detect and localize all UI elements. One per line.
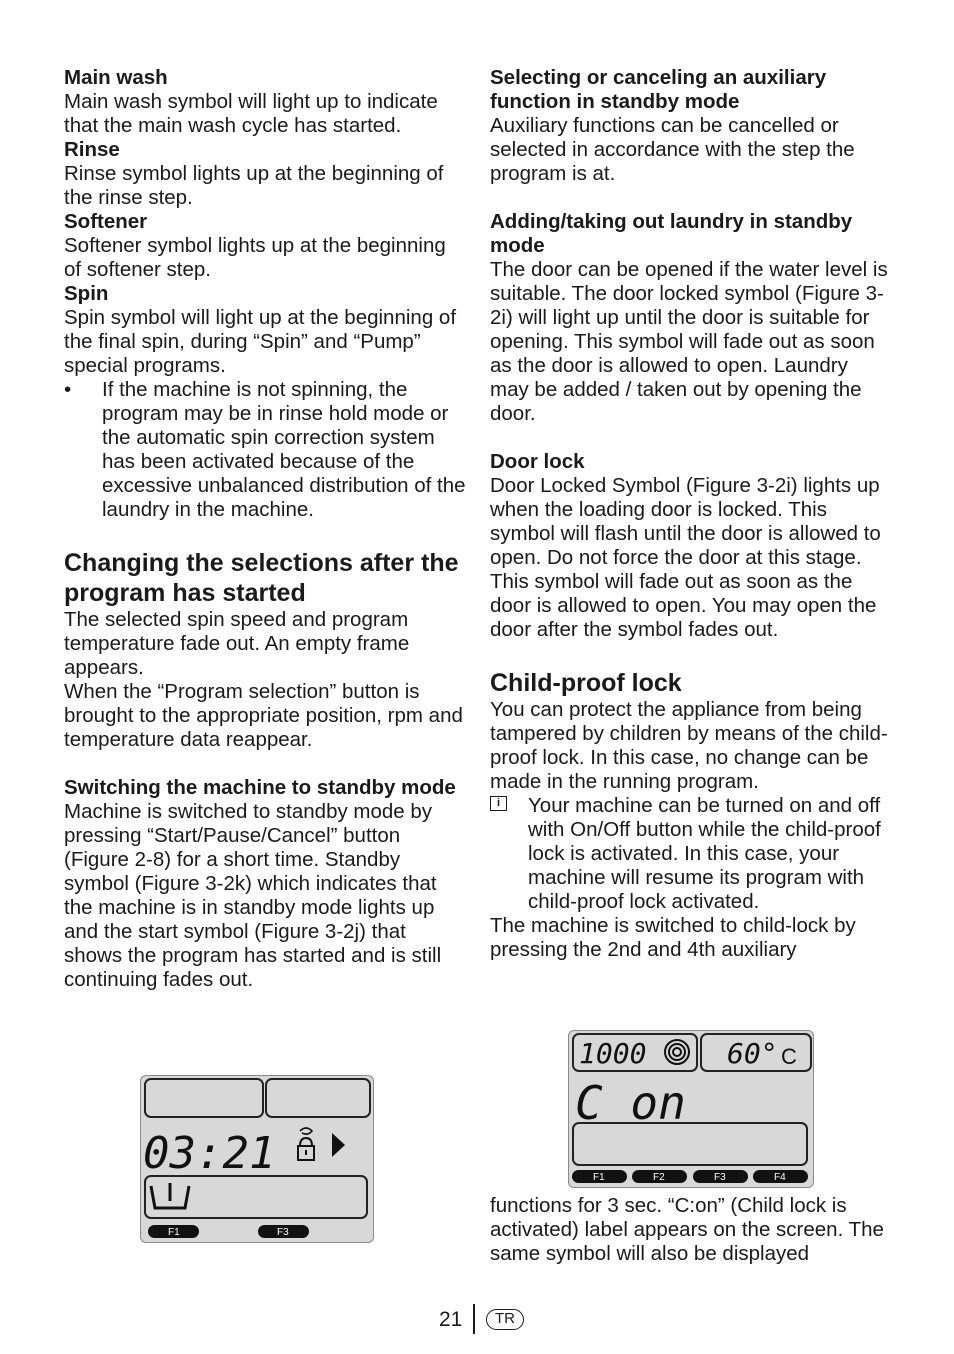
standby-display-figure bbox=[140, 1075, 374, 1243]
symbol-frame bbox=[145, 1176, 367, 1218]
rinse-heading: Rinse bbox=[64, 138, 120, 161]
main-wash-heading: Main wash bbox=[64, 66, 168, 89]
door-lock-heading: Door lock bbox=[490, 450, 585, 473]
empty-frame-right bbox=[266, 1079, 370, 1117]
spin-bullet-text: If the machine is not spinning, the program may be in rinse hold mode or the automatic spin correction system has been activated because of the excessive unbalanced distribution of the laundry in the machine. bbox=[102, 378, 466, 521]
child-lock-note-text: Your machine can be turned on and off with On/Off button while the child-proof lock is activated. In this case, your machine will resume its program with child-proof lock activated. bbox=[528, 794, 881, 913]
standby-time-readout: 03:21 bbox=[143, 1128, 276, 1179]
info-note-icon: i bbox=[490, 796, 507, 811]
child-lock-heading: Child-proof lock bbox=[490, 669, 682, 697]
f2-label: F2 bbox=[653, 1172, 665, 1183]
right-column bbox=[490, 66, 892, 962]
softener-text: Softener symbol lights up at the beginning of softener step. bbox=[64, 234, 446, 281]
main-wash-icon bbox=[151, 1183, 189, 1208]
page-footer bbox=[0, 1304, 954, 1336]
f4-label: F4 bbox=[774, 1172, 786, 1183]
temperature-readout: 60° bbox=[727, 1037, 778, 1070]
child-lock-note bbox=[490, 794, 892, 914]
spin-spiral-icon bbox=[665, 1040, 689, 1064]
changing-selections-text-2: When the “Program selection” button is brought to the appropriate position, rpm and temperature data reappear. bbox=[64, 680, 463, 751]
spin-text: Spin symbol will light up at the beginning of the final spin, during “Spin” and “Pump” special programs. bbox=[64, 306, 457, 377]
f3-label: F3 bbox=[714, 1172, 726, 1183]
door-lock-text: Door Locked Symbol (Figure 3-2i) lights up when the loading door is locked. This symbol will flash until the door is allowed to open. Do not force the door at this stage. This symbol will fade out as soon as the door is allowed to open. You may open the door after the symbol fades out. bbox=[490, 474, 881, 641]
page-number: 21 bbox=[439, 1308, 463, 1331]
left-column bbox=[64, 66, 466, 992]
start-play-icon bbox=[332, 1133, 345, 1157]
f1-label: F1 bbox=[593, 1172, 605, 1183]
softener-heading: Softener bbox=[64, 210, 148, 233]
child-lock-text: You can protect the appliance from being tampered by children by means of the child-proof lock. In this case, no change can be made in the running program. bbox=[490, 698, 888, 793]
standby-heading: Switching the machine to standby mode bbox=[64, 776, 456, 799]
rpm-readout: 1000 bbox=[579, 1037, 647, 1070]
rinse-text: Rinse symbol lights up at the beginning of the rinse step. bbox=[64, 162, 444, 209]
spin-bullet-item bbox=[64, 378, 466, 522]
footer-divider bbox=[473, 1304, 475, 1334]
standby-text: Machine is switched to standby mode by pressing “Start/Pause/Cancel” button (Figure 2-8) for a short time. Standby symbol (Figure 3-2k) which indicates that the machine is in standby mode lights up and the start symbol (Figure 3-2j) that shows the program has started and is still continuing fades out. bbox=[64, 800, 442, 991]
child-lock-text-2: The machine is switched to child-lock by pressing the 2nd and 4th auxiliary bbox=[490, 914, 856, 961]
main-wash-text: Main wash symbol will light up to indicate that the main wash cycle has started. bbox=[64, 90, 438, 137]
child-lock-message: C on bbox=[575, 1076, 686, 1130]
changing-selections-heading: Changing the selections after the program has started bbox=[64, 549, 459, 607]
language-badge: TR bbox=[486, 1309, 524, 1330]
spin-heading: Spin bbox=[64, 282, 109, 305]
laundry-text: The door can be opened if the water level is suitable. The door locked symbol (Figure 3-2i) will light up until the door is suitable for opening. This symbol will fade out as soon as the door is allowed to open. Laundry may be added / taken out by opening the door. bbox=[490, 258, 888, 425]
f3-label: F3 bbox=[277, 1227, 289, 1238]
child-lock-display-figure bbox=[568, 1030, 814, 1188]
child-lock-display-svg bbox=[569, 1031, 815, 1189]
child-lock-text-3: functions for 3 sec. “C:on” (Child lock is activated) label appears on the screen. The same symbol will also be displayed bbox=[490, 1194, 884, 1265]
standby-display-svg bbox=[141, 1076, 375, 1244]
laundry-heading: Adding/taking out laundry in standby mode bbox=[490, 210, 853, 257]
auxiliary-text: Auxiliary functions can be cancelled or selected in accordance with the step the program is at. bbox=[490, 114, 855, 185]
auxiliary-heading: Selecting or canceling an auxiliary function in standby mode bbox=[490, 66, 827, 113]
door-lock-icon bbox=[298, 1128, 314, 1160]
temperature-unit: C bbox=[781, 1044, 797, 1069]
changing-selections-text-1: The selected spin speed and program temperature fade out. An empty frame appears. bbox=[64, 608, 410, 679]
bullet-mark: • bbox=[64, 378, 72, 401]
f1-label: F1 bbox=[168, 1227, 180, 1238]
empty-frame-left bbox=[145, 1079, 263, 1117]
